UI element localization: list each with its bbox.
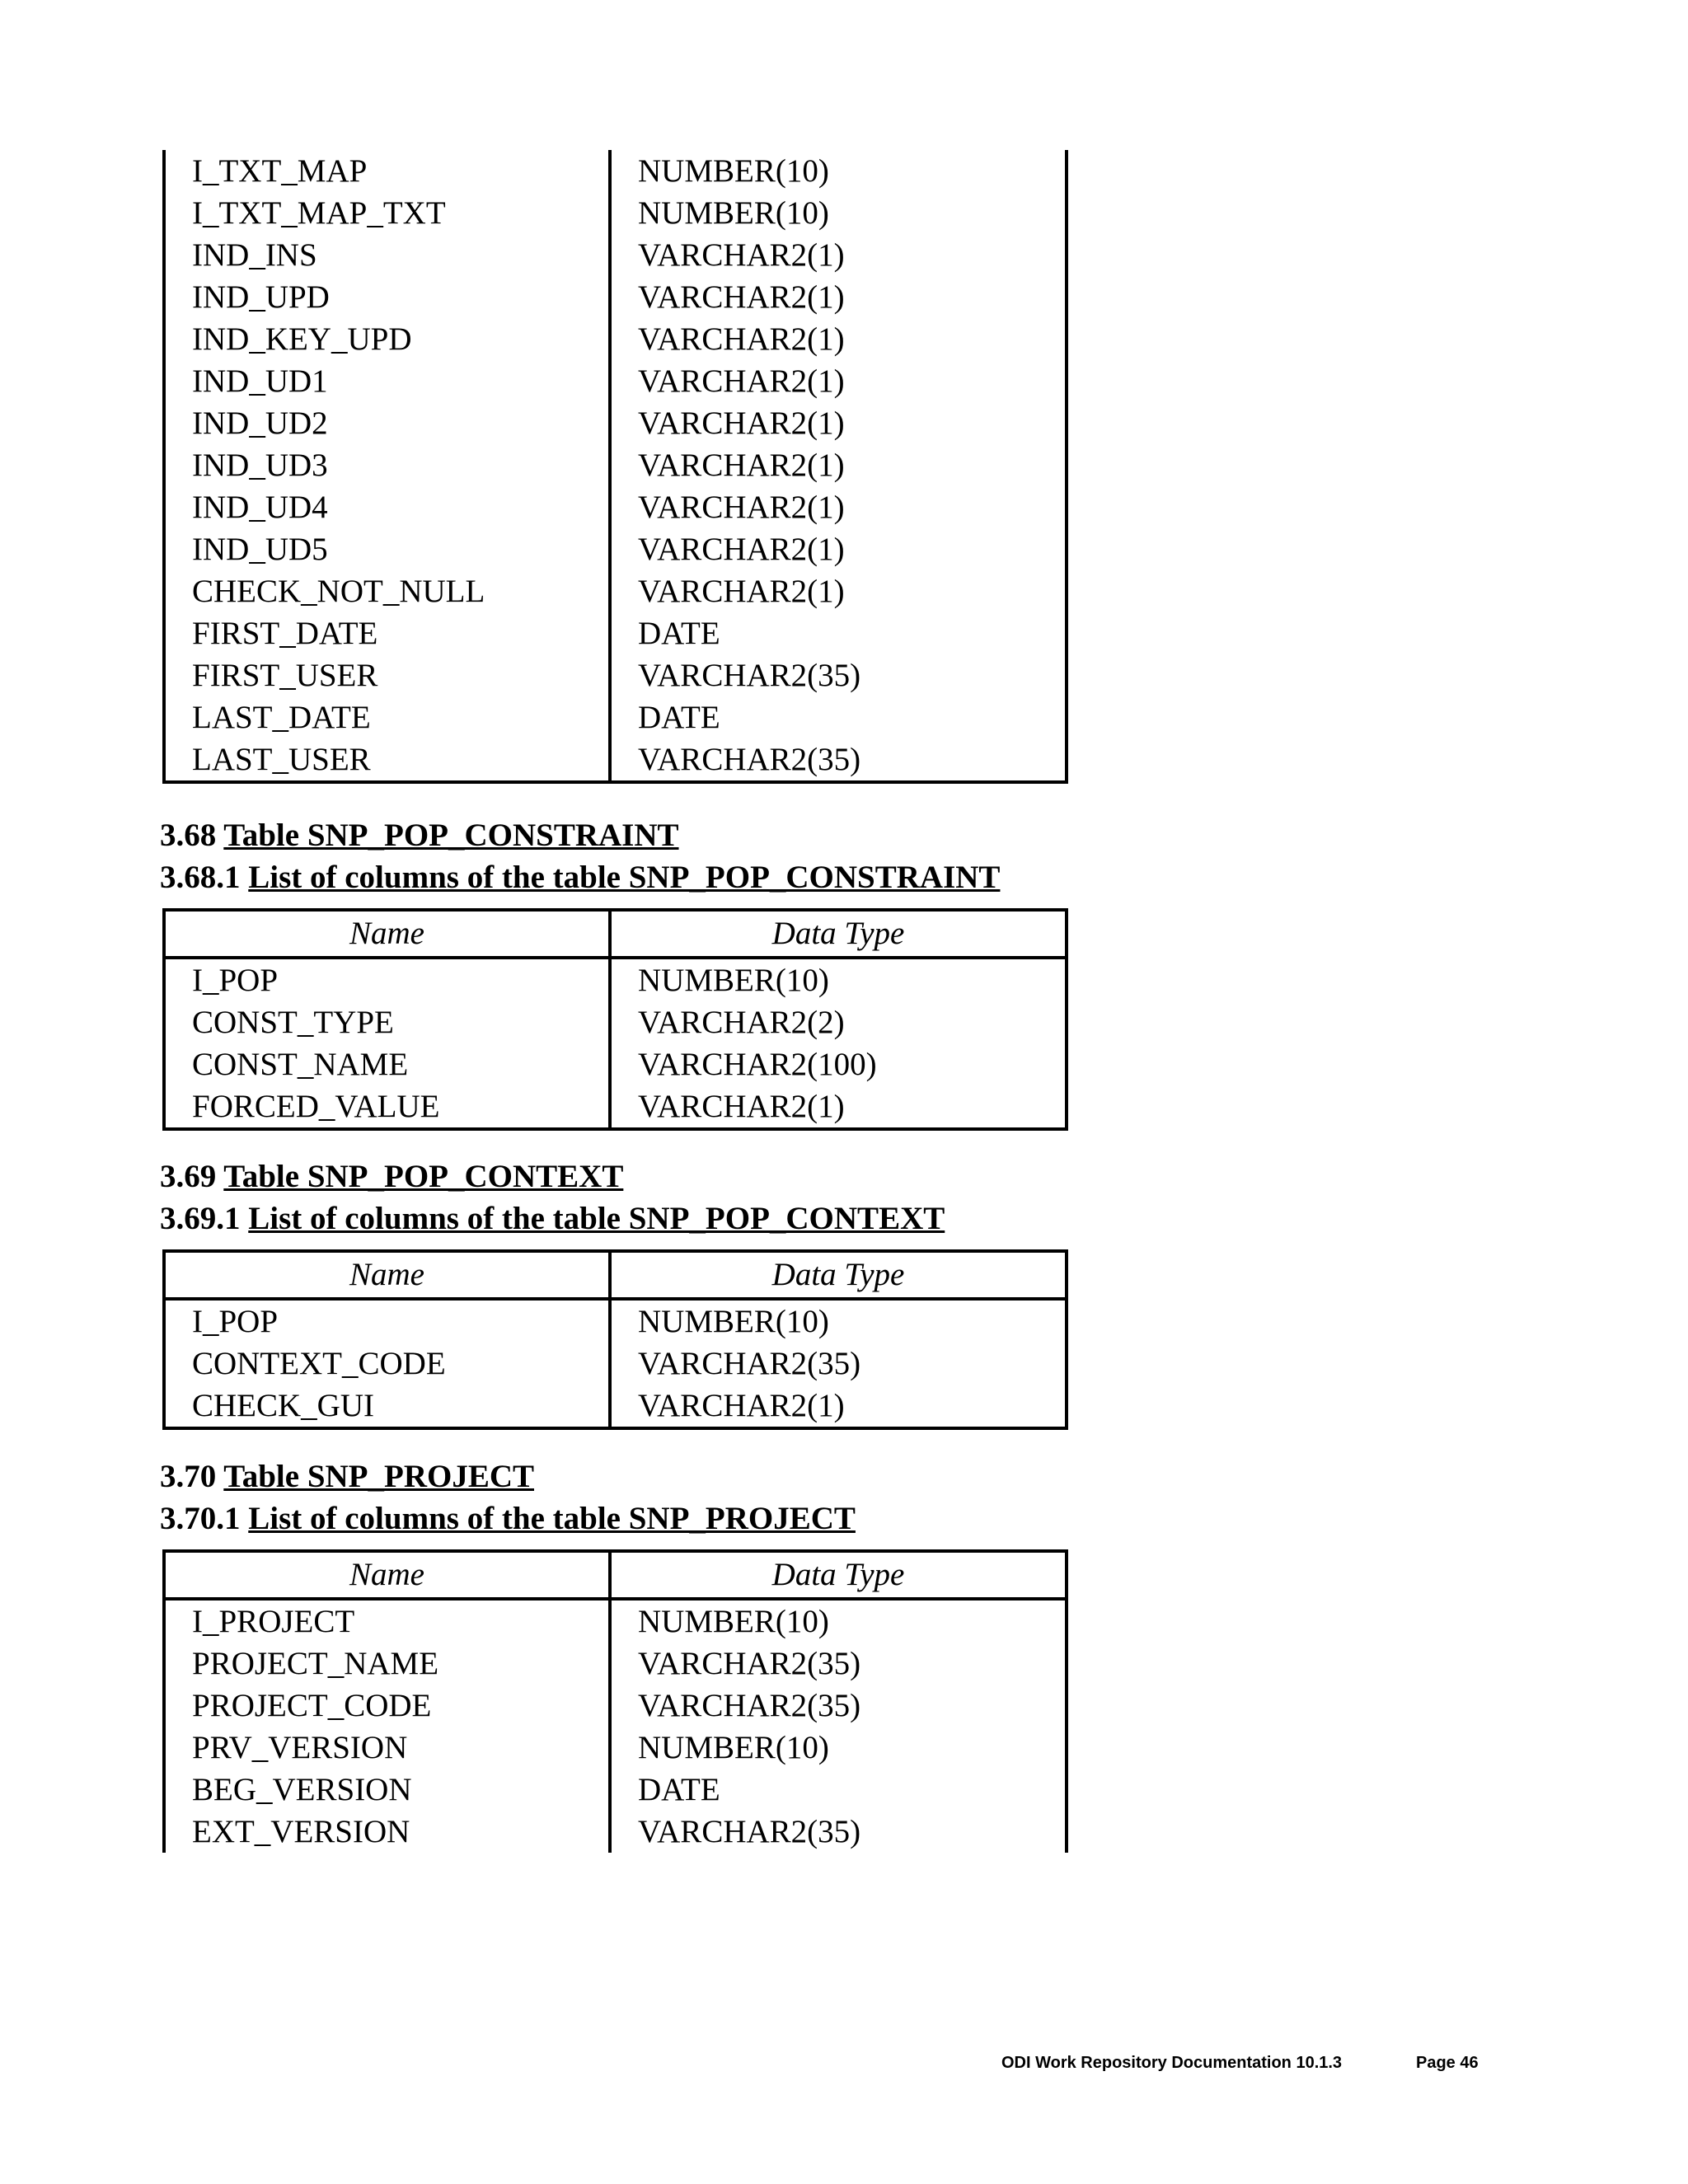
column-type: VARCHAR2(1) bbox=[608, 444, 1068, 486]
columns-table-pop-context bbox=[162, 1249, 1068, 1430]
column-name: I_TXT_MAP bbox=[162, 150, 608, 192]
column-name: IND_UD2 bbox=[162, 402, 608, 444]
column-type: VARCHAR2(1) bbox=[608, 234, 1068, 276]
column-name: PRV_VERSION bbox=[162, 1727, 608, 1769]
column-type: VARCHAR2(2) bbox=[608, 1001, 1068, 1043]
table-row bbox=[162, 1685, 1068, 1727]
subsection-title: List of columns of the table SNP_PROJECT bbox=[248, 1501, 856, 1536]
column-name: PROJECT_CODE bbox=[162, 1685, 608, 1727]
table-row bbox=[162, 1601, 1068, 1643]
column-type: VARCHAR2(1) bbox=[608, 570, 1068, 612]
subsection-heading bbox=[160, 858, 1000, 898]
table-row bbox=[162, 1001, 1068, 1043]
section-number: 3.68 bbox=[160, 818, 217, 853]
column-type: VARCHAR2(35) bbox=[608, 654, 1068, 696]
column-name: FIRST_DATE bbox=[162, 612, 608, 654]
column-name: CONTEXT_CODE bbox=[162, 1343, 608, 1385]
table-row bbox=[162, 1385, 1068, 1427]
table-header-row bbox=[162, 1253, 1068, 1301]
table-row bbox=[162, 654, 1068, 696]
header-name: Name bbox=[162, 912, 608, 956]
section-heading bbox=[160, 816, 679, 855]
column-type: VARCHAR2(1) bbox=[608, 1385, 1068, 1427]
column-type: VARCHAR2(35) bbox=[608, 1343, 1068, 1385]
column-name: PROJECT_NAME bbox=[162, 1643, 608, 1685]
section-title: Table SNP_POP_CONSTRAINT bbox=[223, 818, 679, 853]
table-row bbox=[162, 528, 1068, 570]
column-type: VARCHAR2(35) bbox=[608, 1685, 1068, 1727]
table-row bbox=[162, 959, 1068, 1001]
table-row bbox=[162, 444, 1068, 486]
column-name: CHECK_NOT_NULL bbox=[162, 570, 608, 612]
table-row bbox=[162, 570, 1068, 612]
column-type: DATE bbox=[608, 1769, 1068, 1811]
header-name: Name bbox=[162, 1253, 608, 1297]
subsection-number: 3.70.1 bbox=[160, 1501, 241, 1536]
column-name: LAST_USER bbox=[162, 738, 608, 780]
section-number: 3.70 bbox=[160, 1459, 217, 1494]
table-row bbox=[162, 192, 1068, 234]
subsection-heading bbox=[160, 1499, 856, 1539]
column-name: IND_UPD bbox=[162, 276, 608, 318]
column-type: VARCHAR2(1) bbox=[608, 360, 1068, 402]
continued-columns-table bbox=[162, 150, 1068, 784]
column-name: I_POP bbox=[162, 959, 608, 1001]
header-name: Name bbox=[162, 1553, 608, 1597]
table-row bbox=[162, 318, 1068, 360]
column-name: LAST_DATE bbox=[162, 696, 608, 738]
table-row bbox=[162, 1343, 1068, 1385]
table-row bbox=[162, 486, 1068, 528]
column-name: BEG_VERSION bbox=[162, 1769, 608, 1811]
column-type: NUMBER(10) bbox=[608, 1301, 1068, 1343]
column-type: VARCHAR2(1) bbox=[608, 486, 1068, 528]
table-row bbox=[162, 738, 1068, 780]
subsection-title: List of columns of the table SNP_POP_CONSTRAINT bbox=[248, 860, 1001, 895]
table-row bbox=[162, 402, 1068, 444]
column-name: IND_UD5 bbox=[162, 528, 608, 570]
table-row bbox=[162, 1301, 1068, 1343]
header-data-type: Data Type bbox=[608, 1553, 1068, 1597]
column-type: VARCHAR2(1) bbox=[608, 276, 1068, 318]
column-type: NUMBER(10) bbox=[608, 1727, 1068, 1769]
column-type: VARCHAR2(100) bbox=[608, 1043, 1068, 1085]
header-data-type: Data Type bbox=[608, 912, 1068, 956]
column-name: FORCED_VALUE bbox=[162, 1085, 608, 1127]
column-type: VARCHAR2(1) bbox=[608, 528, 1068, 570]
section-heading bbox=[160, 1457, 534, 1497]
table-row bbox=[162, 276, 1068, 318]
columns-table-pop-constraint bbox=[162, 908, 1068, 1131]
column-type: NUMBER(10) bbox=[608, 959, 1068, 1001]
column-name: IND_INS bbox=[162, 234, 608, 276]
continued-table-body bbox=[162, 150, 1068, 780]
table-header-row bbox=[162, 1553, 1068, 1601]
column-name: I_TXT_MAP_TXT bbox=[162, 192, 608, 234]
table-row bbox=[162, 1043, 1068, 1085]
column-name: IND_UD1 bbox=[162, 360, 608, 402]
subsection-number: 3.69.1 bbox=[160, 1201, 241, 1236]
header-data-type: Data Type bbox=[608, 1253, 1068, 1297]
column-type: VARCHAR2(1) bbox=[608, 318, 1068, 360]
table-row bbox=[162, 1643, 1068, 1685]
column-type: VARCHAR2(35) bbox=[608, 1643, 1068, 1685]
column-name: CONST_TYPE bbox=[162, 1001, 608, 1043]
column-name: CHECK_GUI bbox=[162, 1385, 608, 1427]
table-row bbox=[162, 234, 1068, 276]
table-row bbox=[162, 150, 1068, 192]
subsection-heading bbox=[160, 1199, 945, 1239]
footer-doc-title: ODI Work Repository Documentation 10.1.3 bbox=[1001, 2054, 1343, 2072]
column-type: VARCHAR2(1) bbox=[608, 402, 1068, 444]
column-type: DATE bbox=[608, 612, 1068, 654]
table-row bbox=[162, 1769, 1068, 1811]
column-type: NUMBER(10) bbox=[608, 150, 1068, 192]
section-heading bbox=[160, 1157, 623, 1197]
table-row bbox=[162, 696, 1068, 738]
column-name: FIRST_USER bbox=[162, 654, 608, 696]
table-row bbox=[162, 612, 1068, 654]
column-name: CONST_NAME bbox=[162, 1043, 608, 1085]
section-number: 3.69 bbox=[160, 1159, 217, 1194]
column-type: VARCHAR2(1) bbox=[608, 1085, 1068, 1127]
column-type: DATE bbox=[608, 696, 1068, 738]
section-title: Table SNP_POP_CONTEXT bbox=[223, 1159, 624, 1194]
column-name: I_PROJECT bbox=[162, 1601, 608, 1643]
column-name: IND_KEY_UPD bbox=[162, 318, 608, 360]
table-header-row bbox=[162, 912, 1068, 959]
subsection-title: List of columns of the table SNP_POP_CONTEXT bbox=[248, 1201, 945, 1236]
table-row bbox=[162, 1811, 1068, 1853]
column-type: VARCHAR2(35) bbox=[608, 1811, 1068, 1853]
table-row bbox=[162, 1085, 1068, 1127]
footer-page-number: Page 46 bbox=[1416, 2054, 1479, 2072]
columns-table-project bbox=[162, 1549, 1068, 1853]
column-name: IND_UD4 bbox=[162, 486, 608, 528]
section-title: Table SNP_PROJECT bbox=[223, 1459, 535, 1494]
column-type: NUMBER(10) bbox=[608, 1601, 1068, 1643]
table-row bbox=[162, 1727, 1068, 1769]
column-name: I_POP bbox=[162, 1301, 608, 1343]
column-type: VARCHAR2(35) bbox=[608, 738, 1068, 780]
column-name: IND_UD3 bbox=[162, 444, 608, 486]
column-name: EXT_VERSION bbox=[162, 1811, 608, 1853]
subsection-number: 3.68.1 bbox=[160, 860, 241, 895]
column-type: NUMBER(10) bbox=[608, 192, 1068, 234]
table-row bbox=[162, 360, 1068, 402]
